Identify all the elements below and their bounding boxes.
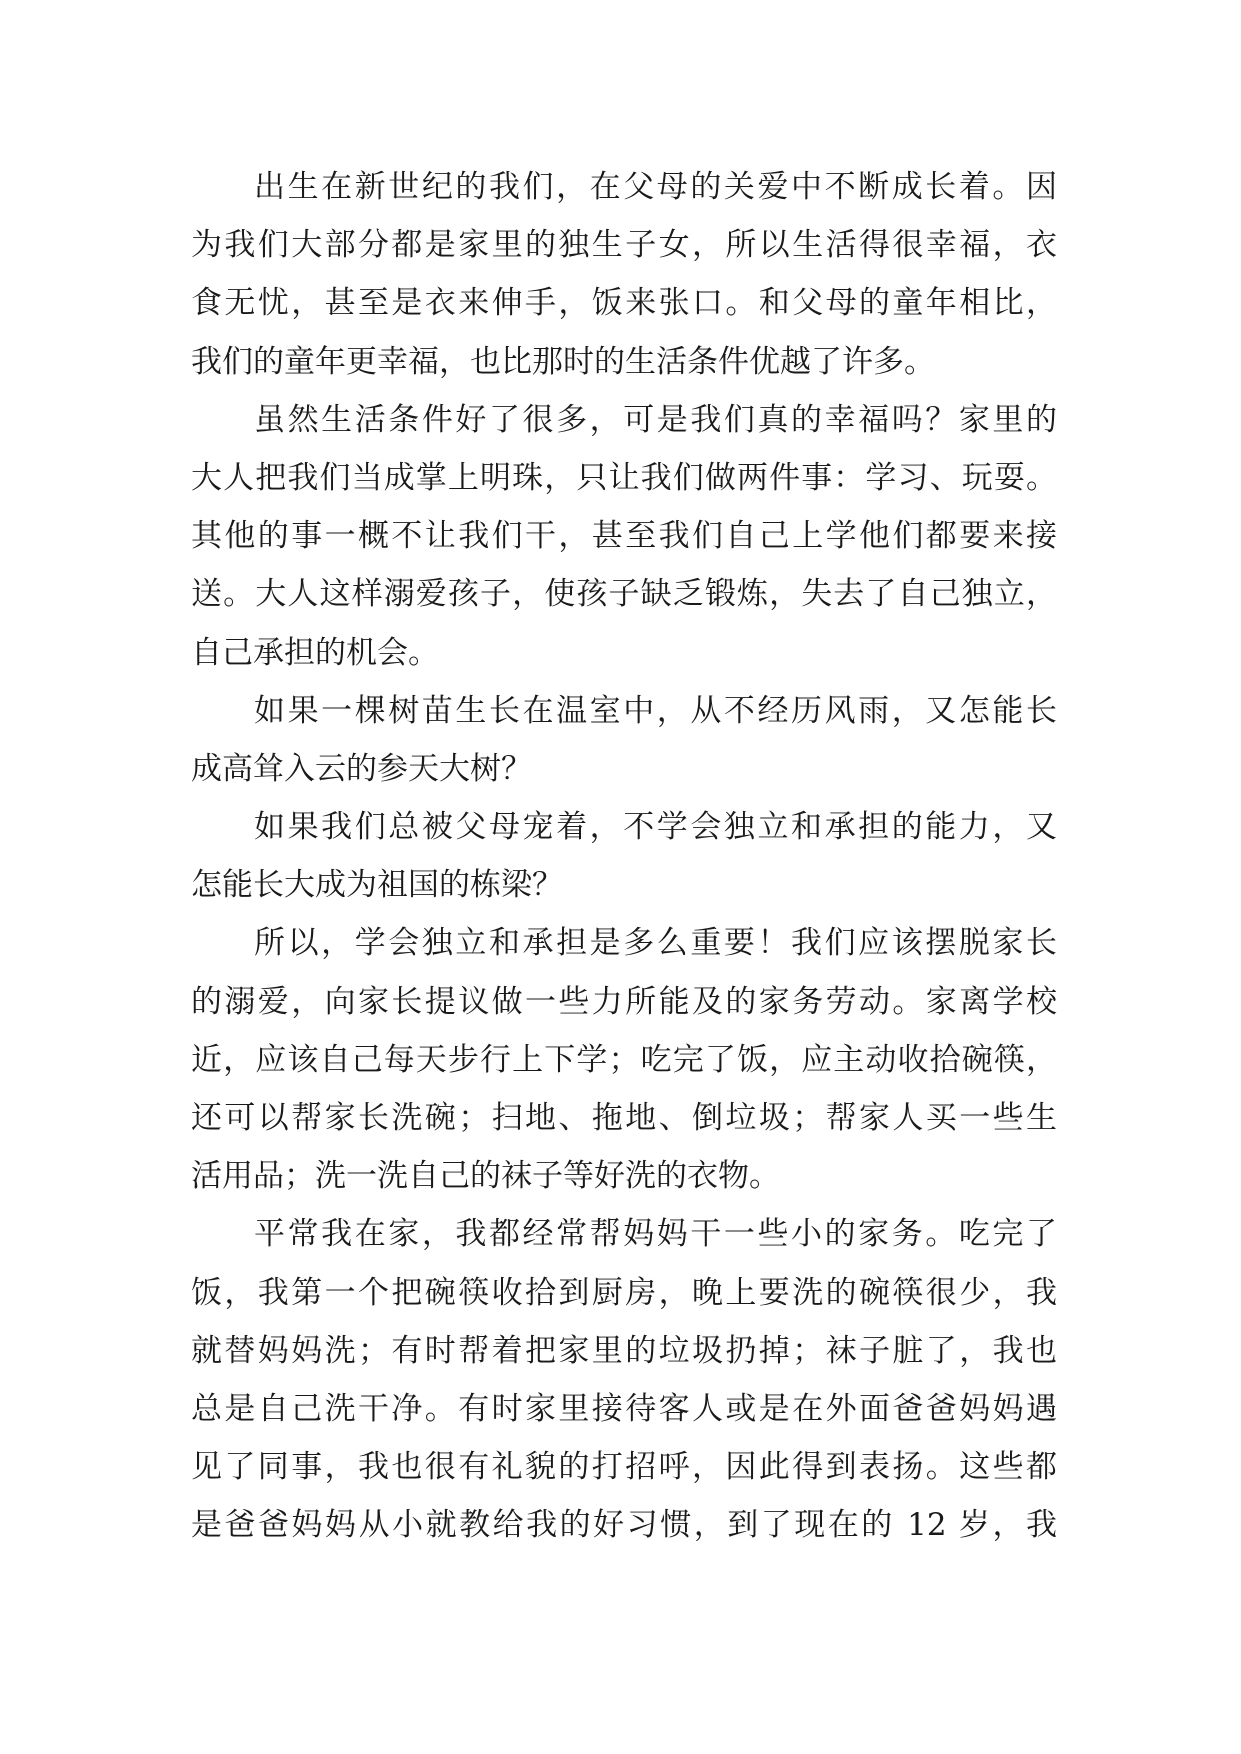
paragraph-6 [191,1205,1057,1554]
text-line: 总是自己洗干净。有时家里接待客人或是在外面爸爸妈妈遇 [191,1390,1057,1427]
paragraph-4 [191,798,1057,914]
text-line: 近，应该自己每天步行上下学；吃完了饭，应主动收拾碗筷， [191,1041,1057,1078]
paragraph-1 [191,158,1057,391]
text-line: 平常我在家，我都经常帮妈妈干一些小的家务。吃完了 [254,1216,1057,1253]
text-line: 如果我们总被父母宠着，不学会独立和承担的能力，又 [254,809,1057,846]
text-line: 食无忧，甚至是衣来伸手，饭来张口。和父母的童年相比， [191,285,1057,322]
text-line: 成高耸入云的参天大树？ [191,750,532,787]
text-line: 为我们大部分都是家里的独生子女，所以生活得很幸福，衣 [191,227,1057,264]
text-line: 怎能长大成为祖国的栋梁？ [191,867,563,904]
text-line: 就替妈妈洗；有时帮着把家里的垃圾扔掉；袜子脏了，我也 [191,1332,1057,1369]
document-body [191,158,1057,1555]
paragraph-3 [191,682,1057,798]
text-line: 还可以帮家长洗碗；扫地、拖地、倒垃圾；帮家人买一些生 [191,1100,1057,1136]
text-line: 虽然生活条件好了很多，可是我们真的幸福吗？家里的 [254,401,1057,438]
text-line: 饭，我第一个把碗筷收拾到厨房，晚上要洗的碗筷很少，我 [191,1274,1057,1311]
paragraph-2 [191,391,1057,682]
text-line: 的溺爱，向家长提议做一些力所能及的家务劳动。家离学校 [191,983,1057,1020]
text-line: 所以，学会独立和承担是多么重要！我们应该摆脱家长 [254,925,1057,962]
text-line: 其他的事一概不让我们干，甚至我们自己上学他们都要来接 [191,518,1057,555]
text-line: 见了同事，我也很有礼貌的打招呼，因此得到表扬。这些都 [191,1449,1057,1486]
text-line: 如果一棵树苗生长在温室中，从不经历风雨，又怎能长 [254,692,1057,729]
text-line: 活用品；洗一洗自己的袜子等好洗的衣物。 [191,1158,780,1195]
text-line: 是爸爸妈妈从小就教给我的好习惯，到了现在的 12 岁，我 [191,1507,1057,1544]
paragraph-5 [191,914,1057,1205]
text-line: 我们的童年更幸福，也比那时的生活条件优越了许多。 [191,343,935,380]
text-line: 出生在新世纪的我们，在父母的关爱中不断成长着。因 [254,169,1057,205]
text-line: 送。大人这样溺爱孩子，使孩子缺乏锻炼，失去了自己独立， [191,576,1057,613]
text-line: 大人把我们当成掌上明珠，只让我们做两件事：学习、玩耍。 [191,459,1057,496]
text-line: 自己承担的机会。 [191,634,439,671]
